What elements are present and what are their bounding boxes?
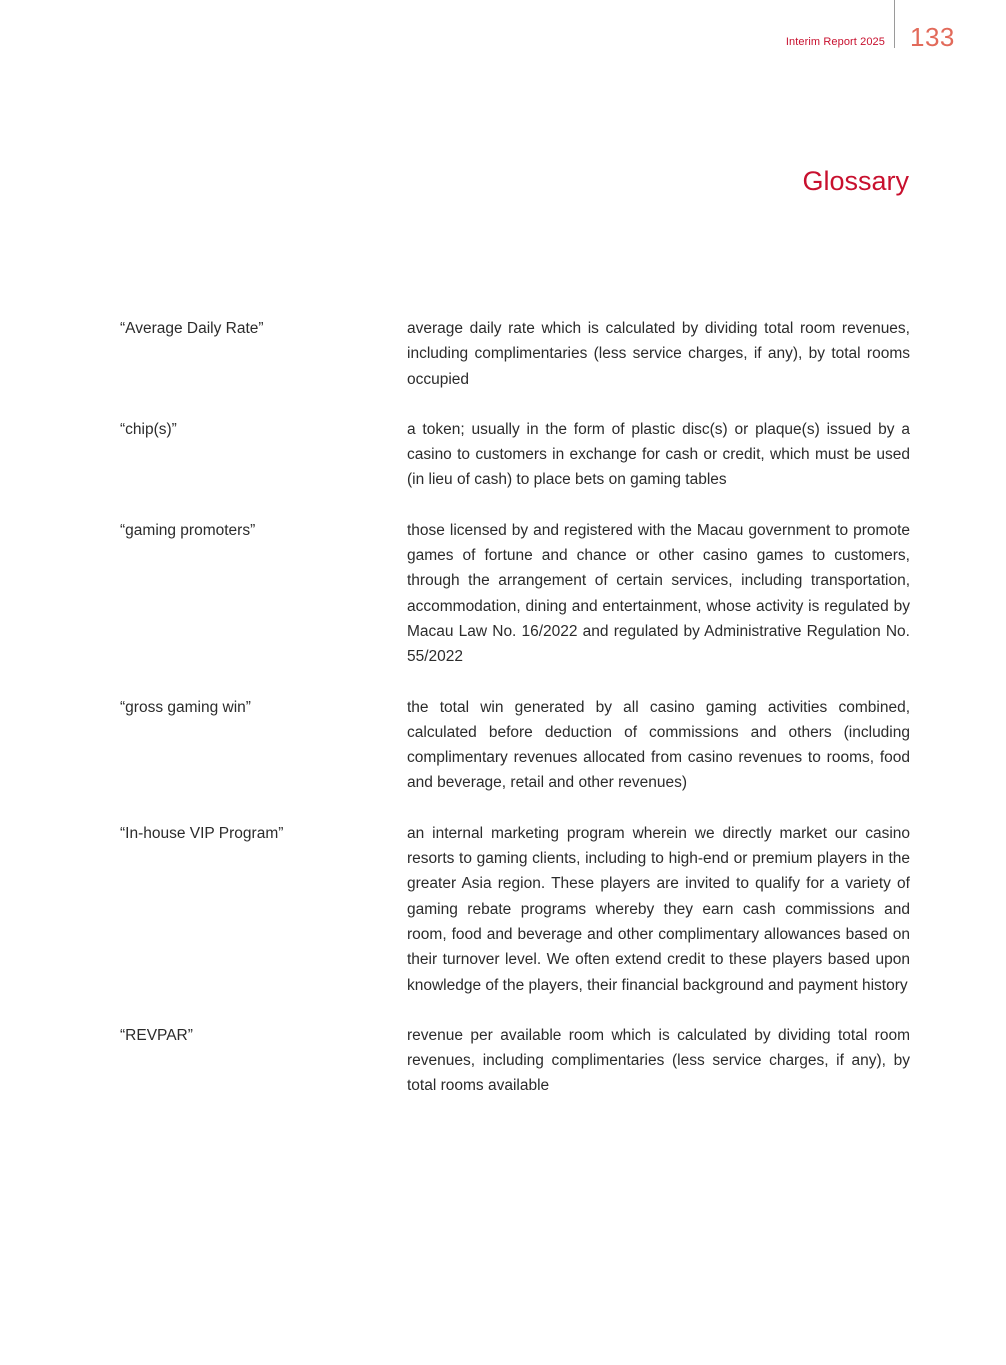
glossary-entry [120, 821, 910, 998]
glossary-definition: a token; usually in the form of plastic disc(s) or plaque(s) issued by a casino to customers in exchange for cash or credit, which must be used (in lieu of cash) to place bets on gaming tables [407, 420, 910, 489]
glossary-term: “gross gaming win” [120, 698, 251, 716]
glossary-list [120, 316, 910, 1124]
glossary-entry [120, 695, 910, 796]
glossary-term: “In-house VIP Program” [120, 824, 284, 842]
header-divider [894, 0, 895, 48]
glossary-entry [120, 1023, 910, 1099]
glossary-definition: revenue per available room which is calculated by dividing total room revenues, including complimentaries (less service charges, if any), by total rooms available [407, 1026, 910, 1095]
glossary-entry [120, 417, 910, 493]
glossary-definition: an internal marketing program wherein we directly market our casino resorts to gaming clients, including to high-end or premium players in the greater Asia region. These players are invited to qualify for a variety of gaming rebate programs whereby they earn cash commissions and room, food and beverage and other complimentary allowances based on their turnover level. We often extend credit to these players based upon knowledge of the players, their financial background and payment history [407, 824, 910, 994]
glossary-term: “Average Daily Rate” [120, 320, 264, 337]
page-header [0, 0, 1006, 60]
glossary-term: “gaming promoters” [120, 521, 256, 539]
glossary-term: “chip(s)” [120, 420, 177, 438]
glossary-entry [120, 316, 910, 392]
glossary-definition: average daily rate which is calculated by dividing total room revenues, including complimentaries (less service charges, if any), by total rooms occupied [407, 320, 910, 388]
glossary-definition: the total win generated by all casino gaming activities combined, calculated before deduction of commissions and others (including complimentary revenues allocated from casino revenues to rooms, food and beverage, retail and other revenues) [407, 698, 910, 792]
report-label: Interim Report 2025 [785, 36, 885, 48]
glossary-definition: those licensed by and registered with the Macau government to promote games of fortune and chance or other casino games to customers, through the arrangement of certain services, including transportation, accommodation, dining and entertainment, whose activity is regulated by Macau Law No. 16/2022 and regulated by Administrative Regulation No. 55/2022 [407, 521, 910, 666]
glossary-entry [120, 518, 910, 670]
glossary-term: “REVPAR” [120, 1026, 193, 1044]
page-number: 133 [910, 22, 955, 52]
page-title: Glossary [802, 166, 909, 196]
